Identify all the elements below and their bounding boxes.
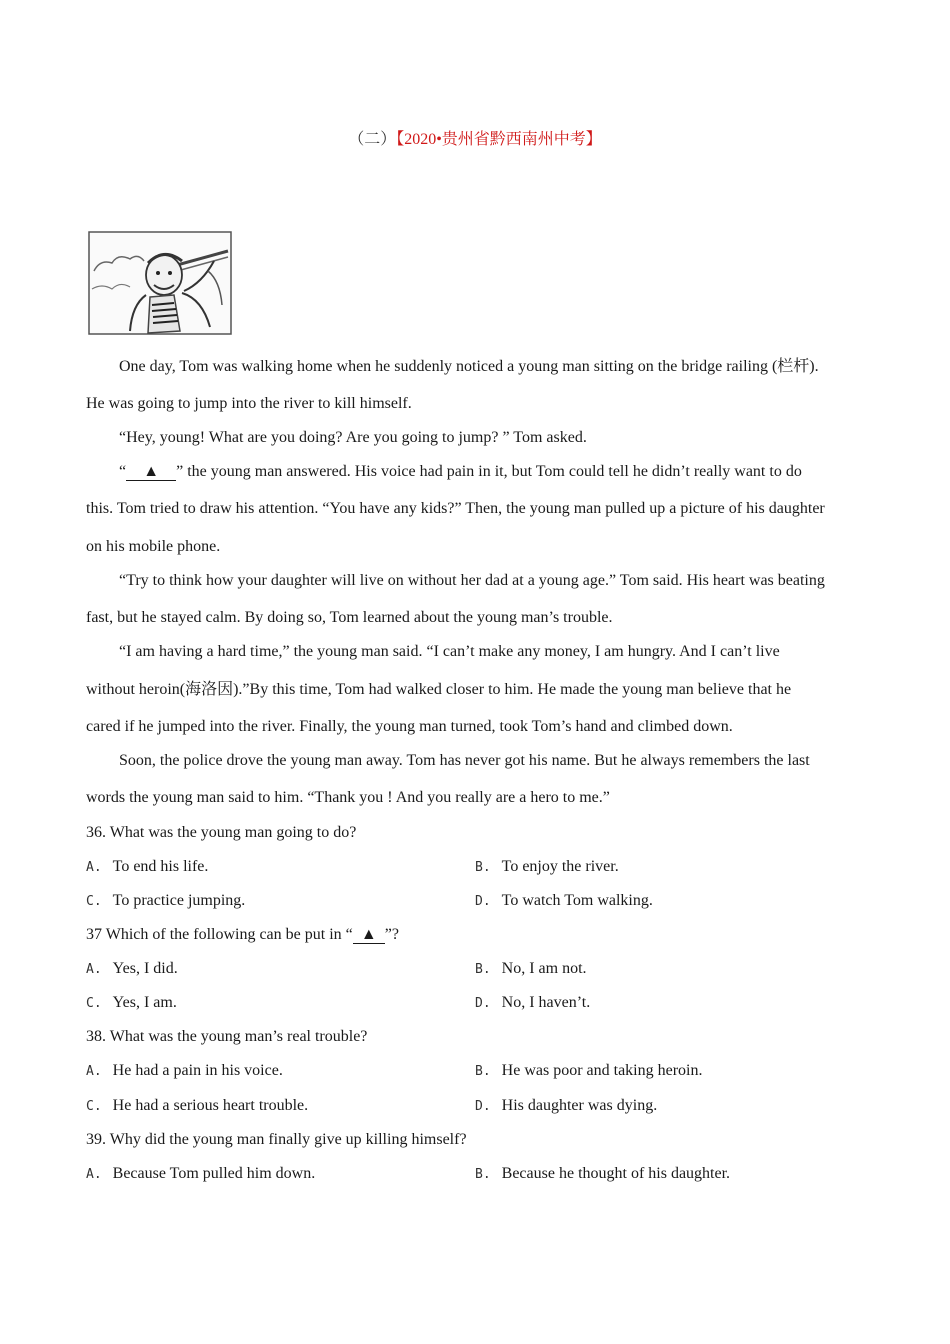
option-38-a[interactable] [86, 1061, 283, 1082]
question-38-stem: 38. What was the young man’s real trouble? [86, 1028, 368, 1045]
passage-line: One day, Tom was walking home when he suddenly noticed a young man sitting on the bridge railing (栏杆). [119, 358, 819, 375]
option-36-c[interactable] [86, 891, 245, 912]
option-38-d[interactable] [475, 1096, 657, 1117]
question-36-stem: 36. What was the young man going to do? [86, 824, 357, 841]
option-letter: A. [86, 962, 102, 977]
passage-line: this. Tom tried to draw his attention. “You have any kids?” Then, the young man pulled up a picture of his daughter [86, 500, 825, 517]
passage-line: cared if he jumped into the river. Finally, the young man turned, took Tom’s hand and climbed down. [86, 718, 733, 735]
option-36-a[interactable] [86, 857, 208, 878]
question-39-stem: 39. Why did the young man finally give up killing himself? [86, 1131, 467, 1148]
option-letter: B. [475, 860, 491, 875]
passage-line: He was going to jump into the river to kill himself. [86, 395, 412, 412]
option-letter: D. [475, 1099, 491, 1114]
option-text: Yes, I am. [112, 994, 177, 1011]
option-letter: B. [475, 962, 491, 977]
option-text: He had a pain in his voice. [112, 1062, 283, 1079]
open-quote: “ [119, 463, 127, 480]
option-text: Because Tom pulled him down. [112, 1165, 316, 1182]
option-letter: A. [86, 1064, 102, 1079]
option-letter: D. [475, 996, 491, 1011]
option-36-d[interactable] [475, 891, 653, 912]
option-37-b[interactable] [475, 959, 587, 980]
option-38-b[interactable] [475, 1061, 703, 1082]
passage-line: “Try to think how your daughter will live on without her dad at a young age.” Tom said. His heart was beating [119, 572, 825, 589]
option-text: Yes, I did. [112, 960, 178, 977]
option-39-b[interactable] [475, 1164, 730, 1185]
stem-text: 37 Which of the following can be put in “ [86, 926, 353, 943]
passage-line: “Hey, young! What are you doing? Are you going to jump? ” Tom asked. [119, 429, 587, 446]
option-text: To end his life. [112, 858, 209, 875]
option-38-c[interactable] [86, 1096, 308, 1117]
passage-line: Soon, the police drove the young man away. Tom has never got his name. But he always remembers the last [119, 752, 810, 769]
option-letter: A. [86, 860, 102, 875]
option-39-a[interactable] [86, 1164, 315, 1185]
option-letter: A. [86, 1167, 102, 1182]
option-text: To practice jumping. [112, 892, 246, 909]
option-letter: C. [86, 894, 102, 909]
exam-source: 【2020•贵州省黔西南州中考】 [396, 131, 602, 148]
option-text: Because he thought of his daughter. [501, 1165, 731, 1182]
option-37-a[interactable] [86, 959, 178, 980]
option-letter: C. [86, 1099, 102, 1114]
answer-blank: ▲ [353, 927, 385, 944]
passage-line: on his mobile phone. [86, 538, 221, 555]
passage-line-with-blank [119, 462, 802, 482]
option-text: He had a serious heart trouble. [112, 1097, 309, 1114]
option-text: His daughter was dying. [501, 1097, 658, 1114]
option-letter: B. [475, 1167, 491, 1182]
option-text: To enjoy the river. [501, 858, 619, 875]
option-letter: D. [475, 894, 491, 909]
passage-line: “I am having a hard time,” the young man said. “I can’t make any money, I am hungry. And I can’t live [119, 643, 780, 660]
passage-line: fast, but he stayed calm. By doing so, Tom learned about the young man’s trouble. [86, 609, 613, 626]
passage-line: words the young man said to him. “Thank you ! And you really are a hero to me.” [86, 789, 610, 806]
section-heading [0, 126, 950, 149]
section-number: （二） [348, 131, 397, 148]
option-text: He was poor and taking heroin. [501, 1062, 703, 1079]
option-text: No, I haven’t. [501, 994, 591, 1011]
option-letter: C. [86, 996, 102, 1011]
option-letter: B. [475, 1064, 491, 1079]
option-36-b[interactable] [475, 857, 619, 878]
answer-blank: ▲ [126, 464, 176, 481]
option-text: To watch Tom walking. [501, 892, 653, 909]
passage-line: without heroin(海洛因).”By this time, Tom had walked closer to him. He made the young man believe that he [86, 681, 792, 698]
question-37-stem [86, 925, 399, 945]
stem-text: ”? [384, 926, 399, 943]
option-37-d[interactable] [475, 993, 590, 1014]
cartoon-man-icon [88, 231, 232, 335]
option-text: No, I am not. [501, 960, 587, 977]
option-37-c[interactable] [86, 993, 177, 1014]
passage-text: ” the young man answered. His voice had pain in it, but Tom could tell he didn’t really want to do [176, 463, 802, 480]
